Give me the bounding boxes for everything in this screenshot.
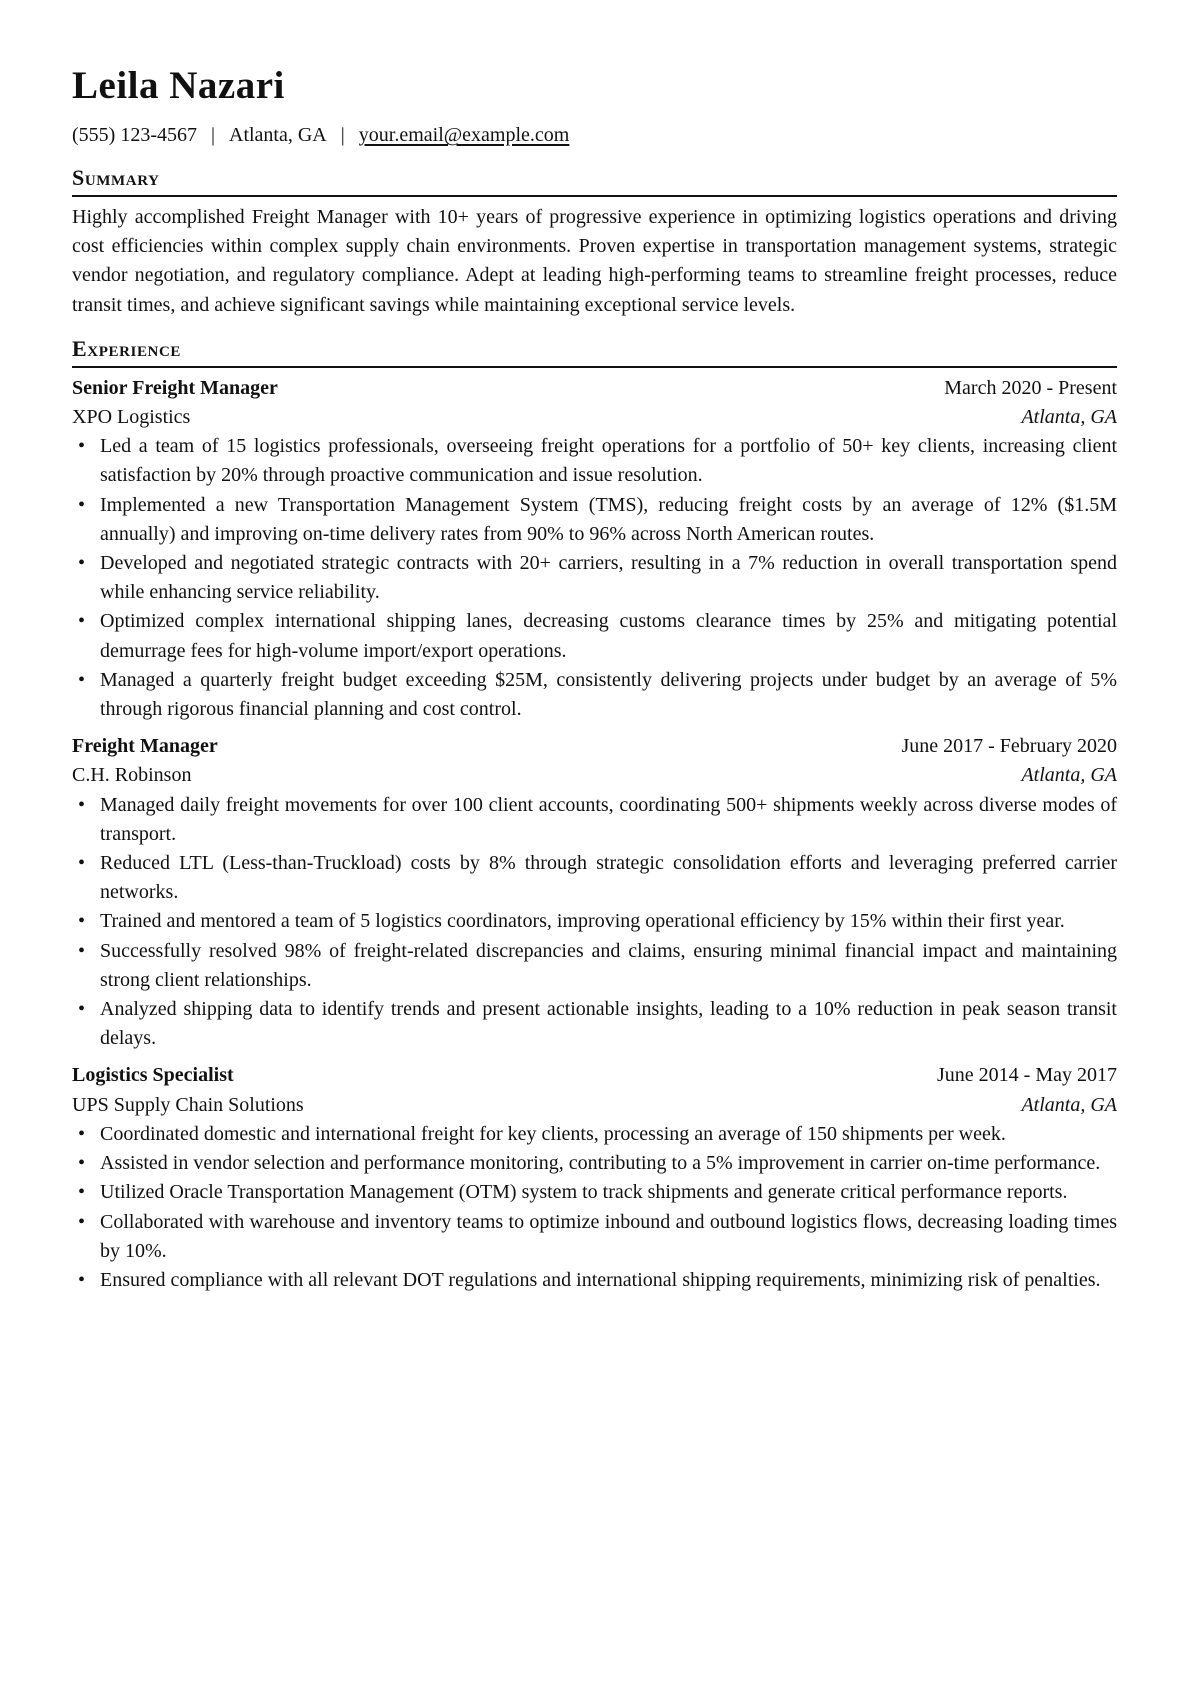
job-role: Freight Manager	[72, 735, 218, 758]
summary-section	[72, 165, 1117, 320]
job-dates: March 2020 - Present	[944, 376, 1117, 399]
bullet-item: • Led a team of 15 logistics professionals, overseeing freight operations for a portfolio of 50+ key clients, increasing client satisfaction by 20% through proactive communication and issue resolution.	[72, 432, 1117, 490]
section-title-summary: Summary	[72, 165, 160, 190]
job-location: Atlanta, GA	[1021, 406, 1117, 429]
section-divider	[72, 195, 1117, 197]
job-location: Atlanta, GA	[1021, 1093, 1117, 1116]
job-role: Logistics Specialist	[72, 1064, 234, 1087]
job-title-row	[72, 732, 1117, 761]
bullet-item: • Ensured compliance with all relevant DOT regulations and international shipping requirements, minimizing risk of penalties.	[72, 1266, 1117, 1295]
bullet-item: • Trained and mentored a team of 5 logistics coordinators, improving operational efficiency by 15% within their first year.	[72, 907, 1117, 936]
contact-separator: |	[340, 124, 345, 146]
job-dates: June 2014 - May 2017	[937, 1064, 1117, 1087]
job-title-row	[72, 374, 1117, 403]
bullet-item: • Assisted in vendor selection and performance monitoring, contributing to a 5% improvement in carrier on-time performance.	[72, 1149, 1117, 1178]
section-divider	[72, 366, 1117, 368]
bullet-item: • Utilized Oracle Transportation Management (OTM) system to track shipments and generate critical performance reports.	[72, 1178, 1117, 1207]
bullet-item: • Implemented a new Transportation Management System (TMS), reducing freight costs by an average of 12% ($1.5M annually) and improving on-time delivery rates from 90% to 96% across North American routes.	[72, 491, 1117, 549]
contact-line	[72, 123, 1117, 147]
job-location: Atlanta, GA	[1021, 764, 1117, 787]
resume-page	[72, 60, 1117, 1295]
job-entry	[72, 1061, 1117, 1295]
job-company: UPS Supply Chain Solutions	[72, 1093, 304, 1116]
section-title-experience: Experience	[72, 335, 182, 361]
bullet-item: • Developed and negotiated strategic contracts with 20+ carriers, resulting in a 7% reduction in overall transportation spend while enhancing service reliability.	[72, 549, 1117, 607]
job-entry	[72, 374, 1117, 724]
bullet-item: • Collaborated with warehouse and inventory teams to optimize inbound and outbound logistics flows, decreasing loading times by 10%.	[72, 1208, 1117, 1266]
job-entry	[72, 732, 1117, 1053]
bullet-item: • Successfully resolved 98% of freight-related discrepancies and claims, ensuring minimal financial impact and maintaining strong client relationships.	[72, 937, 1117, 995]
experience-section	[72, 336, 1117, 1295]
job-title-row	[72, 1061, 1117, 1090]
job-dates: June 2017 - February 2020	[901, 735, 1117, 758]
job-company-row	[72, 403, 1117, 432]
job-bullets	[72, 791, 1117, 1054]
job-company: XPO Logistics	[72, 406, 191, 429]
job-company: C.H. Robinson	[72, 764, 192, 787]
location: Atlanta, GA	[229, 124, 327, 146]
bullet-item: • Coordinated domestic and international freight for key clients, processing an average of 150 shipments per week.	[72, 1120, 1117, 1149]
candidate-name: Leila Nazari	[72, 64, 285, 107]
bullet-item: • Managed a quarterly freight budget exceeding $25M, consistently delivering projects under budget by an average of 5% through rigorous financial planning and cost control.	[72, 666, 1117, 724]
job-role: Senior Freight Manager	[72, 376, 278, 399]
bullet-item: • Optimized complex international shipping lanes, decreasing customs clearance times by 25% and mitigating potential demurrage fees for high-volume import/export operations.	[72, 607, 1117, 665]
bullet-item: • Managed daily freight movements for over 100 client accounts, coordinating 500+ shipments weekly across diverse modes of transport.	[72, 791, 1117, 849]
resume-header	[72, 60, 1117, 147]
email-link[interactable]: your.email@example.com	[358, 124, 570, 146]
job-company-row	[72, 1091, 1117, 1120]
job-bullets	[72, 1120, 1117, 1295]
bullet-item: • Analyzed shipping data to identify trends and present actionable insights, leading to a 10% reduction in peak season transit delays.	[72, 995, 1117, 1053]
job-company-row	[72, 761, 1117, 790]
summary-text: Highly accomplished Freight Manager with 10+ years of progressive experience in optimizing logistics operations and driving cost efficiencies within complex supply chain environments. Proven expertise in transportation management systems, strategic vendor negotiation, and regulatory compliance. Adept at leading high-performing teams to streamline freight processes, reduce transit times, and achieve significant savings while maintaining exceptional service levels.	[72, 206, 1117, 316]
bullet-item: • Reduced LTL (Less-than-Truckload) costs by 8% through strategic consolidation efforts and leveraging preferred carrier networks.	[72, 849, 1117, 907]
phone-number: (555) 123-4567	[72, 124, 197, 146]
contact-separator: |	[210, 124, 215, 146]
job-bullets	[72, 432, 1117, 724]
